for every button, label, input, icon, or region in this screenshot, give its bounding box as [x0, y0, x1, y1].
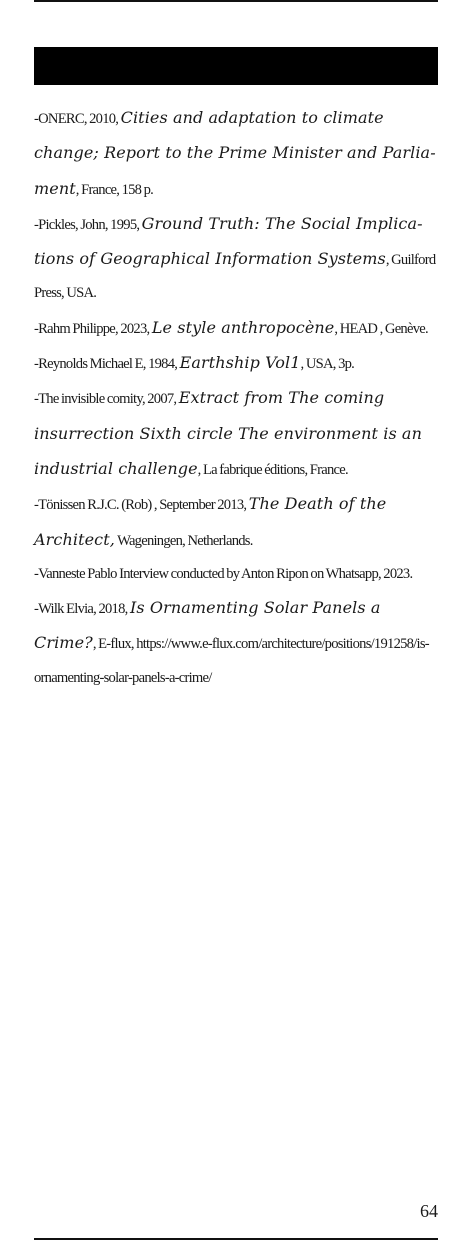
reference-entry: -ONERC, 2010, Cities and adaptation to climate change; Report to the Prime Minister and Parliament, France, 158 p. — [34, 108, 436, 198]
reference-entry: -Tönissen R.J.C. (Rob) , September 2013, The Death of the Architect, Wageningen, Netherlands. — [34, 494, 387, 549]
reference-entry: -Vanneste Pablo Interview conducted by Anton Ripon on Whatsapp, 2023. — [34, 565, 413, 582]
reference-entry: -Pickles, John, 1995, Ground Truth: The Social Implications of Geographical Information Systems, Guilford Press, USA. — [34, 213, 436, 302]
reference-list — [34, 101, 438, 695]
bottom-rule — [34, 1238, 438, 1240]
section-header-bar — [34, 47, 438, 85]
top-rule — [34, 0, 438, 2]
reference-entry: -Reynolds Michael E, 1984, Earthship Vol1, USA, 3p. — [34, 353, 355, 373]
reference-entry: -Wilk Elvia, 2018, Is Ornamenting Solar Panels a Crime?, E-flux, https://www.e-flux.com/architecture/positions/191258/is-ornamenting-solar-panels-a-crime/ — [34, 598, 429, 686]
reference-entry: -Rahm Philippe, 2023, Le style anthropocène, HEAD , Genève. — [34, 317, 428, 337]
page-number: 64 — [420, 1201, 438, 1221]
reference-entry: -The invisible comity, 2007, Extract from The coming insurrection Sixth circle The environment is an industrial challenge, La fabrique éditions, France. — [34, 388, 422, 478]
